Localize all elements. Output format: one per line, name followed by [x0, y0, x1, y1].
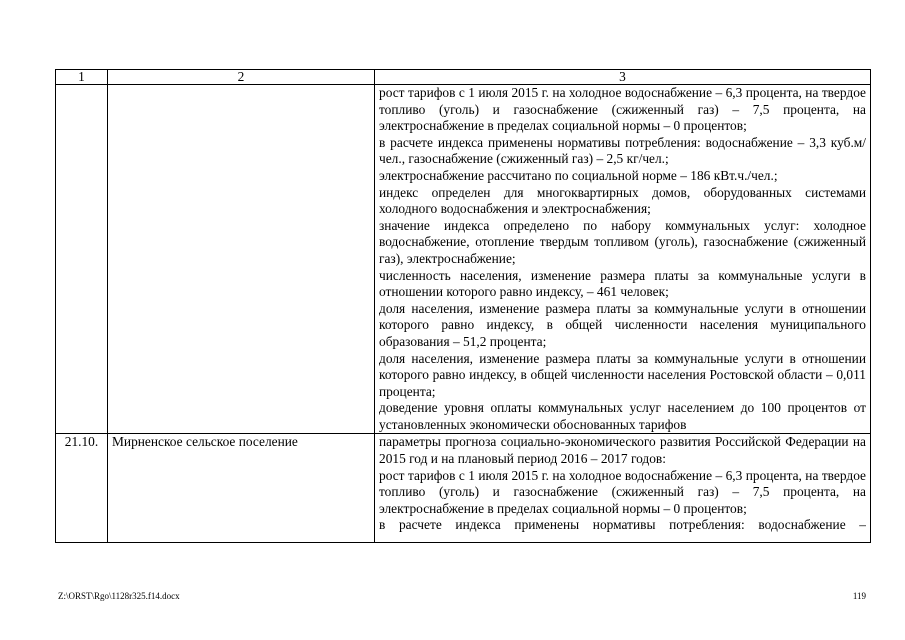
row-number: 21.10.: [56, 434, 108, 543]
document-table: [55, 69, 871, 543]
paragraph: рост тарифов с 1 июля 2015 г. на холодное водоснабжение – 6,3 процента, на твердое топливо (уголь) и газоснабжение (сжиженный газ) – 7,5 процента, на электроснабжение в пределах социальной нормы – 0 процентов;: [379, 467, 866, 516]
paragraph: доля населения, изменение размера платы за коммунальные услуги в отношении которого равно индексу, в общей численности населения муниципального образования – 51,2 процента;: [379, 300, 866, 349]
row-municipality: Мирненское сельское поселение: [108, 434, 375, 543]
row-number: [56, 85, 108, 434]
paragraph: рост тарифов с 1 июля 2015 г. на холодное водоснабжение – 6,3 процента, на твердое топливо (уголь) и газоснабжение (сжиженный газ) – 7,5 процента, на электроснабжение в пределах социальной нормы – 0 процентов;: [379, 85, 866, 134]
header-col-2: 2: [108, 70, 375, 85]
footer-file-path: Z:\ORST\Rgo\1128r325.f14.docx: [58, 591, 180, 601]
paragraph: в расчете индекса применены нормативы потребления: водоснабжение – 3,3 куб.м/чел., газоснабжение (сжиженный газ) – 2,5 кг/чел.;: [379, 134, 866, 167]
paragraph: электроснабжение рассчитано по социальной норме – 186 кВт.ч./чел.;: [379, 167, 778, 183]
footer-page-number: 119: [852, 591, 866, 601]
paragraph: параметры прогноза социально-экономического развития Российской Федерации на 2015 год и на плановый период 2016 – 2017 годов:: [379, 434, 866, 467]
row-municipality: [108, 85, 375, 434]
table-header-row: [56, 70, 871, 85]
paragraph: в расчете индекса применены нормативы потребления: водоснабжение –: [379, 517, 866, 533]
header-col-1: 1: [56, 70, 108, 85]
header-col-3: 3: [375, 70, 871, 85]
paragraph: доля населения, изменение размера платы за коммунальные услуги в отношении которого равно индексу, в общей численности населения Ростовской области – 0,011 процента;: [379, 350, 866, 399]
paragraph: доведение уровня оплаты коммунальных услуг населением до 100 процентов от установленных экономически обоснованных тарифов: [379, 400, 866, 432]
table-row: [56, 85, 871, 434]
row-parameters: [375, 85, 871, 434]
paragraph: значение индекса определено по набору коммунальных услуг: холодное водоснабжение, отопление твердым топливом (уголь), газоснабжение (сжиженный газ), электроснабжение;: [379, 217, 866, 266]
paragraph: численность населения, изменение размера платы за коммунальные услуги в отношении которого равно индексу, – 461 человек;: [379, 267, 866, 300]
paragraph: индекс определен для многоквартирных домов, оборудованных системами холодного водоснабжения и электроснабжения;: [379, 184, 866, 217]
table-row: [56, 434, 871, 543]
row-parameters: [375, 434, 871, 543]
